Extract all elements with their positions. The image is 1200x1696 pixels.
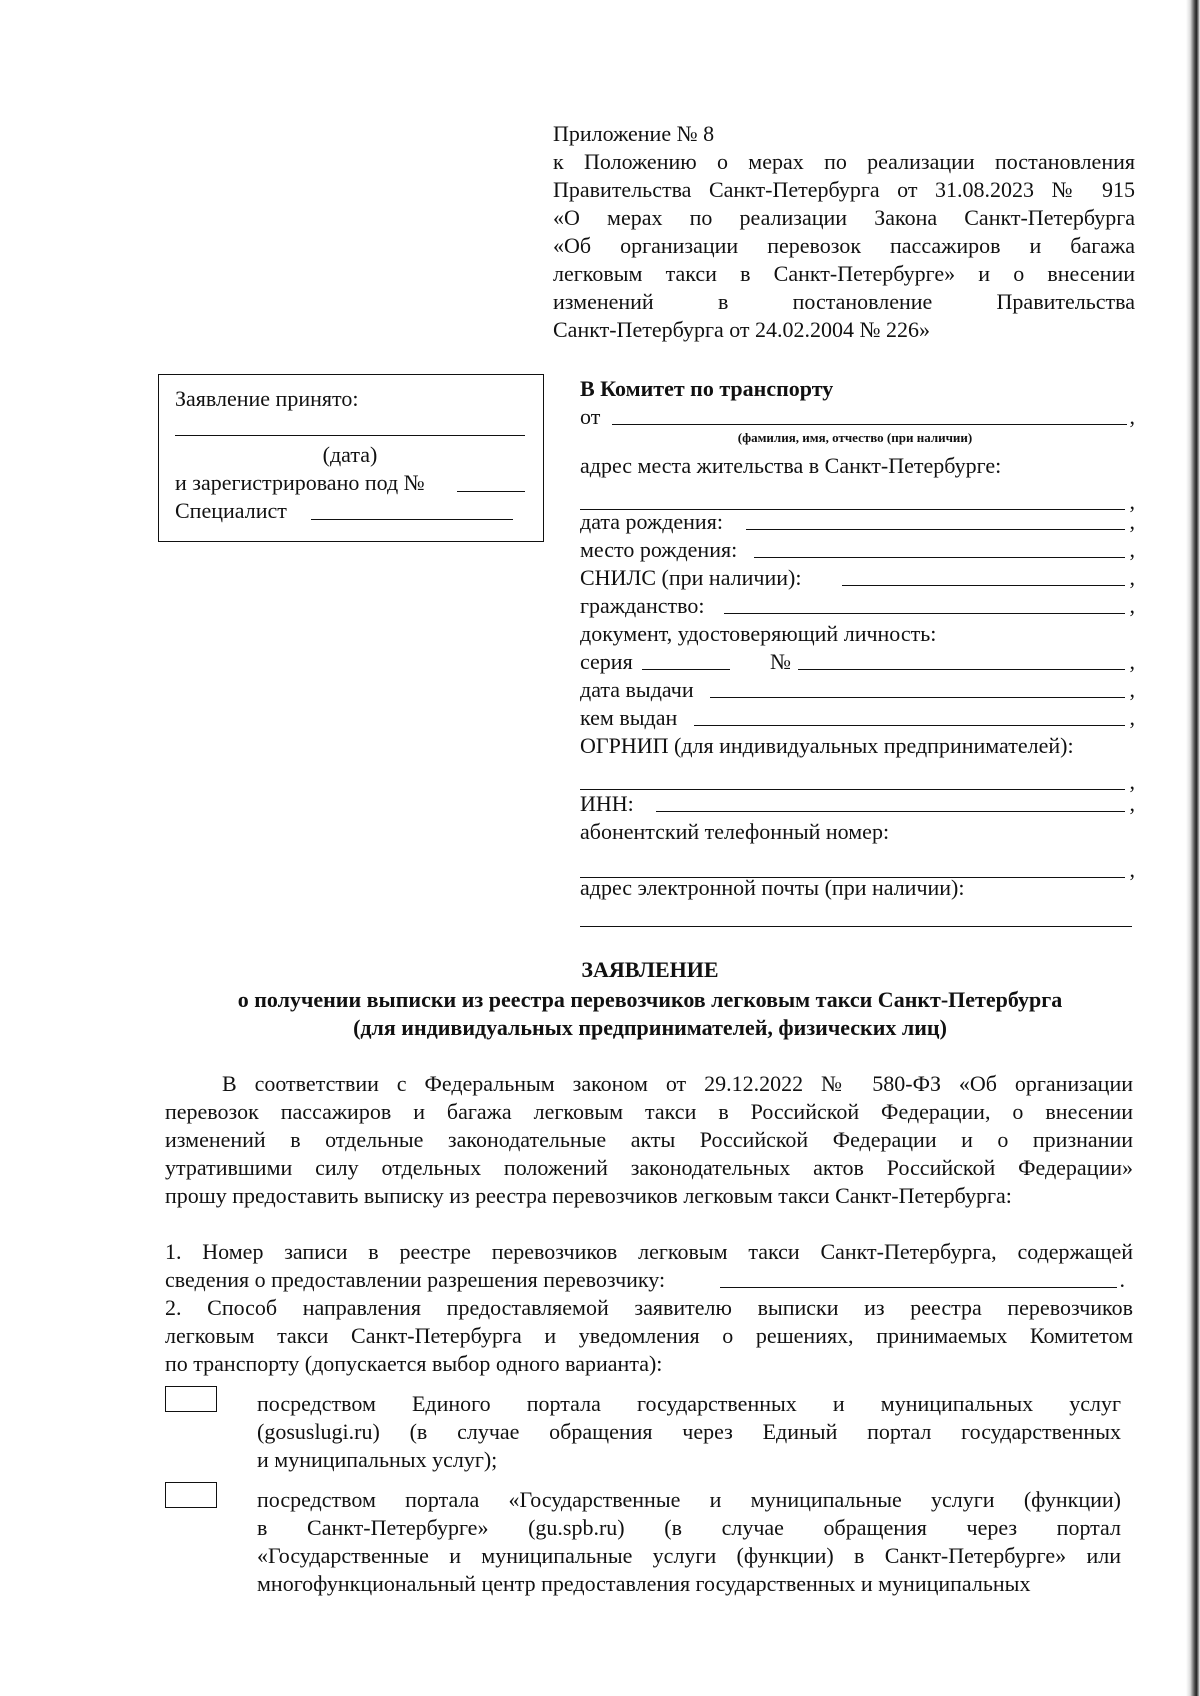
intro-line: перевозок пассажиров и багажа легковым такси в Российской Федерации, о внесении bbox=[165, 1099, 1133, 1124]
inn-field[interactable]: ИНН: , bbox=[580, 791, 1135, 816]
issue-date-field[interactable]: дата выдачи , bbox=[580, 677, 1135, 702]
specialist-label: Специалист bbox=[175, 498, 287, 523]
intro-line: прошу предоставить выписку из реестра перевозчиков легковым такси Санкт-Петербурга: bbox=[165, 1183, 1012, 1208]
accepted-label: Заявление принято: bbox=[175, 386, 359, 411]
from-field[interactable]: от , bbox=[580, 404, 1135, 429]
appendix-line: к Положению о мерах по реализации постановления bbox=[553, 149, 1135, 174]
issue-date-label: дата выдачи bbox=[580, 677, 694, 702]
appendix-line: легковым такси в Санкт-Петербурге» и о внесении bbox=[553, 261, 1135, 286]
intro-line: утратившими силу отдельных положений законодательных актов Российской Федерации» bbox=[165, 1155, 1133, 1180]
citizenship-field[interactable]: гражданство: , bbox=[580, 593, 1135, 618]
item-2-line: легковым такси Санкт-Петербурга и уведомления о решениях, принимаемых Комитетом bbox=[165, 1323, 1133, 1348]
appendix-line: «Об организации перевозок пассажиров и багажа bbox=[553, 233, 1135, 258]
email-line[interactable] bbox=[580, 926, 1132, 927]
birth-date-label: дата рождения: bbox=[580, 509, 723, 534]
option-1-text: посредством Единого портала государственных и муниципальных услуг (gosuslugi.ru) (в случае обращения через Единый портал государственных и муниципальных услуг); bbox=[257, 1391, 1121, 1472]
specialist-line[interactable] bbox=[311, 519, 513, 520]
inn-label: ИНН: bbox=[580, 791, 634, 816]
registered-label: и зарегистрировано под № bbox=[175, 470, 425, 495]
series-label: серия bbox=[580, 649, 633, 674]
birth-place-label: место рождения: bbox=[580, 537, 738, 562]
from-label: от bbox=[580, 404, 601, 429]
issued-by-label: кем выдан bbox=[580, 705, 678, 730]
date-caption: (дата) bbox=[322, 442, 378, 467]
address-field[interactable]: , bbox=[580, 488, 1135, 516]
item-1 bbox=[165, 1238, 1133, 1294]
statement-subtitle-2: (для индивидуальных предпринимателей, физических лиц) bbox=[353, 1015, 947, 1040]
birth-date-field[interactable]: дата рождения: , bbox=[580, 509, 1135, 534]
item-2-line: по транспорту (допускается выбор одного варианта): bbox=[165, 1351, 663, 1376]
statement-subtitle: о получении выписки из реестра перевозчиков легковым такси Санкт-Петербурга bbox=[237, 987, 1063, 1012]
option-1-checkbox[interactable] bbox=[165, 1386, 217, 1412]
from-caption: (фамилия, имя, отчество (при наличии) bbox=[737, 430, 973, 445]
appendix-line: «О мерах по реализации Закона Санкт-Петербурга bbox=[553, 205, 1135, 230]
intro-paragraph bbox=[165, 1070, 1133, 1210]
option-2-checkbox[interactable] bbox=[165, 1482, 217, 1508]
appendix-title: Приложение № 8 bbox=[553, 121, 715, 146]
intro-line: изменений в отдельные законодательные акты Российской Федерации и о признании bbox=[165, 1127, 1133, 1152]
appendix-line: Санкт-Петербурга от 24.02.2004 № 226» bbox=[553, 317, 931, 342]
birth-place-field[interactable]: место рождения: , bbox=[580, 537, 1135, 562]
date-line[interactable] bbox=[175, 435, 525, 436]
appendix-block bbox=[553, 120, 1135, 344]
citizenship-label: гражданство: bbox=[580, 593, 705, 618]
number-label: № bbox=[770, 649, 791, 674]
appendix-line: изменений в постановление Правительства bbox=[553, 289, 1135, 314]
phone-label: абонентский телефонный номер: bbox=[580, 819, 890, 844]
registration-number-line[interactable] bbox=[457, 491, 525, 492]
statement-title: ЗАЯВЛЕНИЕ bbox=[581, 957, 719, 982]
id-document-label: документ, удостоверяющий личность: bbox=[580, 621, 937, 646]
ogrnip-field[interactable]: , bbox=[580, 768, 1135, 796]
email-label: адрес электронной почты (при наличии): bbox=[580, 875, 965, 900]
snils-label: СНИЛС (при наличии): bbox=[580, 565, 802, 590]
snils-field[interactable]: СНИЛС (при наличии): , bbox=[580, 565, 1135, 590]
addressee-title: В Комитет по транспорту bbox=[580, 376, 834, 401]
series-number-field[interactable]: серия № , bbox=[580, 649, 1135, 674]
issued-by-field[interactable]: кем выдан , bbox=[580, 705, 1135, 730]
appendix-line: Правительства Санкт-Петербурга от 31.08.2023 № 915 bbox=[553, 177, 1135, 202]
item-2 bbox=[165, 1294, 1133, 1378]
record-number-line[interactable] bbox=[720, 1287, 1117, 1288]
item-1-line: сведения о предоставлении разрешения перевозчику: . bbox=[165, 1267, 1125, 1292]
item-2-line: 2. Способ направления предоставляемой заявителю выписки из реестра перевозчиков bbox=[165, 1295, 1133, 1320]
address-label: адрес места жительства в Санкт-Петербурге: bbox=[580, 453, 1002, 478]
scan-edge bbox=[1186, 0, 1200, 1696]
item-1-line: 1. Номер записи в реестре перевозчиков легковым такси Санкт-Петербурга, содержащей bbox=[165, 1239, 1133, 1264]
phone-field[interactable]: , bbox=[580, 856, 1135, 884]
ogrnip-label: ОГРНИП (для индивидуальных предпринимателей): bbox=[580, 733, 1074, 758]
option-2-text: посредством портала «Государственные и муниципальные услуги (функции) в Санкт-Петербурге» (gu.spb.ru) (в случае обращения через портал «Государственные и муниципальные услуги (функции) в Санкт-Петербурге» или многофункциональный центр предоставления государственных и муниципальных bbox=[257, 1487, 1121, 1596]
intro-line: В соответствии с Федеральным законом от 29.12.2022 № 580-ФЗ «Об организации bbox=[222, 1071, 1133, 1096]
registration-box bbox=[158, 374, 544, 542]
